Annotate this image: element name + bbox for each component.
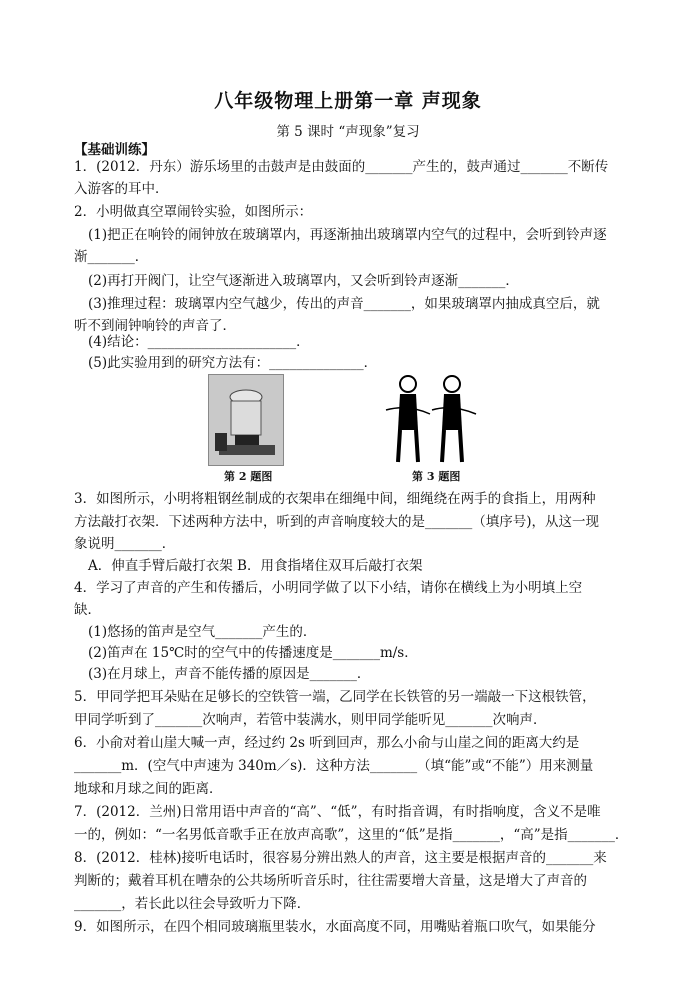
text-line: _______，若长此以往会导致听力下降． — [74, 896, 311, 912]
text-line: 渐_______． — [74, 249, 149, 265]
text-line: (2)笛声在 15℃时的空气中的传播速度是_______m/s． — [88, 645, 418, 661]
text-line: 3．如图所示，小明将粗钢丝制成的衣架串在细绳中间，细绳绕在两手的食指上，用两种 — [74, 491, 596, 507]
text-line: 甲同学听到了_______次响声，若管中装满水，则甲同学能听见_______次响声． — [74, 712, 547, 728]
text-line: 象说明_______． — [74, 536, 176, 552]
text-line: A．伸直手臂后敲打衣架 B．用食指堵住双耳后敲打衣架 — [88, 558, 423, 574]
text-line: 判断的；戴着耳机在嘈杂的公共场所听音乐时，往往需要增大音量，这是增大了声音的 — [74, 873, 587, 889]
text-line: 听不到闹钟响铃的声音了． — [74, 318, 236, 334]
text-line: _______m．(空气中声速为 340m／s)．这种方法_______（填“能”或“不能”）用来测量 — [74, 758, 594, 774]
text-line: 4．学习了声音的产生和传播后，小明同学做了以下小结，请你在横线上为小明填上空 — [74, 580, 583, 596]
text-line: 一的，例如：“一名男低音歌手正在放声高歌”，这里的“低”是指_______，“高”是指_______． — [74, 827, 629, 843]
figure-3-caption: 第 3 题图 — [412, 470, 461, 483]
text-line: 9．如图所示，在四个相同玻璃瓶里装水，水面高度不同，用嘴贴着瓶口吹气，如果能分 — [74, 919, 596, 935]
text-line: 6．小俞对着山崖大喊一声，经过约 2s 听到回声，那么小俞与山崖之间的距离大约是 — [74, 735, 580, 751]
text-line: (1)把正在响铃的闹钟放在玻璃罩内，再逐渐抽出玻璃罩内空气的过程中，会听到铃声逐 — [88, 227, 607, 243]
text-line: 缺． — [74, 602, 101, 618]
text-line: 8．(2012．桂林)接听电话时，很容易分辨出熟人的声音，这主要是根据声音的_______来 — [74, 850, 607, 866]
text-line: 1．(2012．丹东）游乐场里的击鼓声是由鼓面的_______产生的，鼓声通过_______不断传 — [74, 159, 609, 175]
text-line: 入游客的耳中． — [74, 181, 169, 197]
hanger-experiment-image — [384, 370, 478, 464]
text-line: (2)再打开阀门，让空气逐渐进入玻璃罩内，又会听到铃声逐渐_______． — [88, 273, 519, 289]
page-title: 八年级物理上册第一章 声现象 — [214, 90, 482, 112]
text-line: 2．小明做真空罩闹铃实验，如图所示： — [74, 204, 313, 220]
section-heading: 【基础训练】 — [74, 142, 155, 158]
text-line: 方法敲打衣架．下述两种方法中，听到的声音响度较大的是_______（填序号)，从这一现 — [74, 514, 600, 530]
vacuum-bell-jar-image — [208, 374, 284, 466]
text-line: (3)推理过程：玻璃罩内空气越少，传出的声音_______，如果玻璃罩内抽成真空后，就 — [88, 296, 600, 312]
text-line: 地球和月球之间的距离． — [74, 781, 223, 797]
figure-2-caption: 第 2 题图 — [224, 470, 273, 483]
text-line: (3)在月球上，声音不能传播的原因是_______． — [88, 666, 371, 682]
text-line: (5)此实验用到的研究方法有：______________． — [88, 355, 378, 371]
text-line: (4)结论：______________________． — [88, 334, 310, 350]
text-line: 5．甲同学把耳朵贴在足够长的空铁管一端，乙同学在长铁管的另一端敲一下这根铁管， — [74, 689, 596, 705]
text-line: 7．(2012．兰州)日常用语中声音的“高”、“低”，有时指音调，有时指响度，含义不是唯 — [74, 804, 601, 820]
text-line: (1)悠扬的笛声是空气_______产生的． — [88, 624, 317, 640]
lesson-subtitle: 第 5 课时 “声现象”复习 — [276, 124, 420, 140]
